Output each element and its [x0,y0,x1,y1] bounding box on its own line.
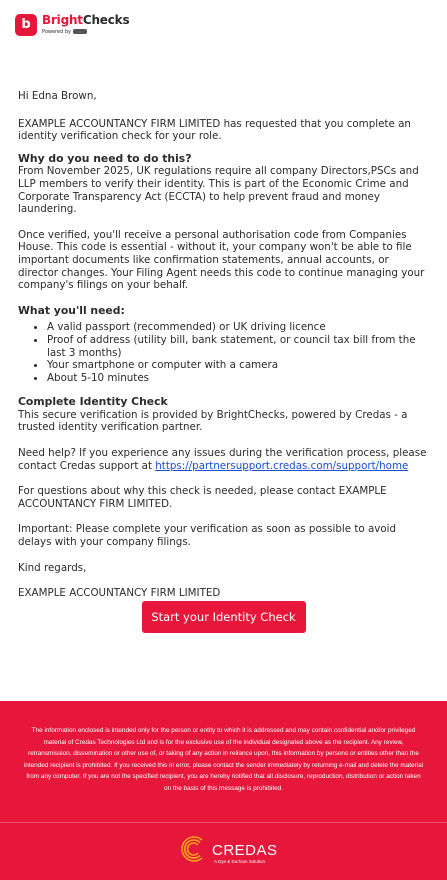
important-paragraph: Important: Please complete your verification as soon as possible to avoid delays with your company filings. [18,523,397,549]
signature: EXAMPLE ACCOUNTANCY FIRM LIMITED [18,587,221,600]
sign-off: Kind regards, [18,561,87,574]
credas-c-icon [178,834,208,864]
list-item: A valid passport (recommended) or UK driving licence [47,321,428,334]
logo-text-dark: Checks [82,13,130,27]
complete-paragraph: This secure verification is provided by BrightChecks, powered by Credas - a trusted identity verification partner. [18,408,408,434]
list-item: Proof of address (utility bill, bank statement, or council tax bill from the last 3 months) [47,334,428,359]
help-paragraph [18,447,428,472]
greeting: Hi Edna Brown, [18,90,97,102]
credas-tagline: A Dye & Durham Solution [214,859,266,864]
start-identity-check-button[interactable]: Start your Identity Check [142,601,306,633]
cta-wrapper [0,601,447,633]
list-item: Your smartphone or computer with a camera [47,359,428,372]
list-item: About 5-10 minutes [47,372,428,385]
support-link[interactable]: https://partnersupport.credas.com/support/home [155,459,409,472]
powered-by-text: Powered by [42,29,71,35]
need-heading: What you'll need: [18,303,125,317]
brightchecks-logo-icon: b [15,14,37,36]
credas-logo-word: CREDAS [212,842,278,859]
legal-disclaimer: The information enclosed is intended only for the person or entity to which it is addressed and may contain confidential and/or privileged material of Credas Technologies Ltd and is for the exclusive use of the individual designated above as the recipient. Any review, retransmission, dissemination or other use of, or taking of any action in reliance upon, this information by persons or entities other than the intended recipient is prohibited. If you received this in error, please contact the sender immediately by returning e-mail and delete the material from any computer. If you are not the specified recipient, you are hereby notified that all disclosure, reproduction, distribution or action taken on the basis of this message is prohibited. [23,727,424,792]
credas-mini-logo-icon [73,29,87,34]
why-heading: Why do you need to do this? [18,151,192,165]
why-paragraph: From November 2025, UK regulations require all company Directors,PSCs and LLP members to verify their identity. This is part of the Economic Crime and Corporate Transparency Act (ECCTA) to help prevent fraud and money laundering. [18,165,419,216]
logo-text-red: Bright [42,13,83,27]
credas-logo [178,834,278,868]
intro-paragraph: EXAMPLE ACCOUNTANCY FIRM LIMITED has requested that you complete an identity verification check for your role. [18,117,411,143]
brightchecks-logo-text [42,13,129,27]
needs-list [18,321,428,384]
verified-paragraph: Once verified, you'll receive a personal authorisation code from Companies House. This code is essential - without it, your company won't be able to file important documents like confirmation statements, annual accounts, or director changes. Your Filing Agent needs this code to continue managing your company's filings on your behalf. [18,228,425,292]
email-header [0,0,447,50]
footer-divider [0,822,447,823]
questions-paragraph: For questions about why this check is needed, please contact EXAMPLE ACCOUNTANCY FIRM LIMITED. [18,485,387,510]
powered-by-label [42,29,87,35]
help-text: Need help? If you experience any issues during the verification process, please contact Credas support at [18,447,427,472]
email-body [18,90,428,600]
complete-heading: Complete Identity Check [18,395,168,409]
